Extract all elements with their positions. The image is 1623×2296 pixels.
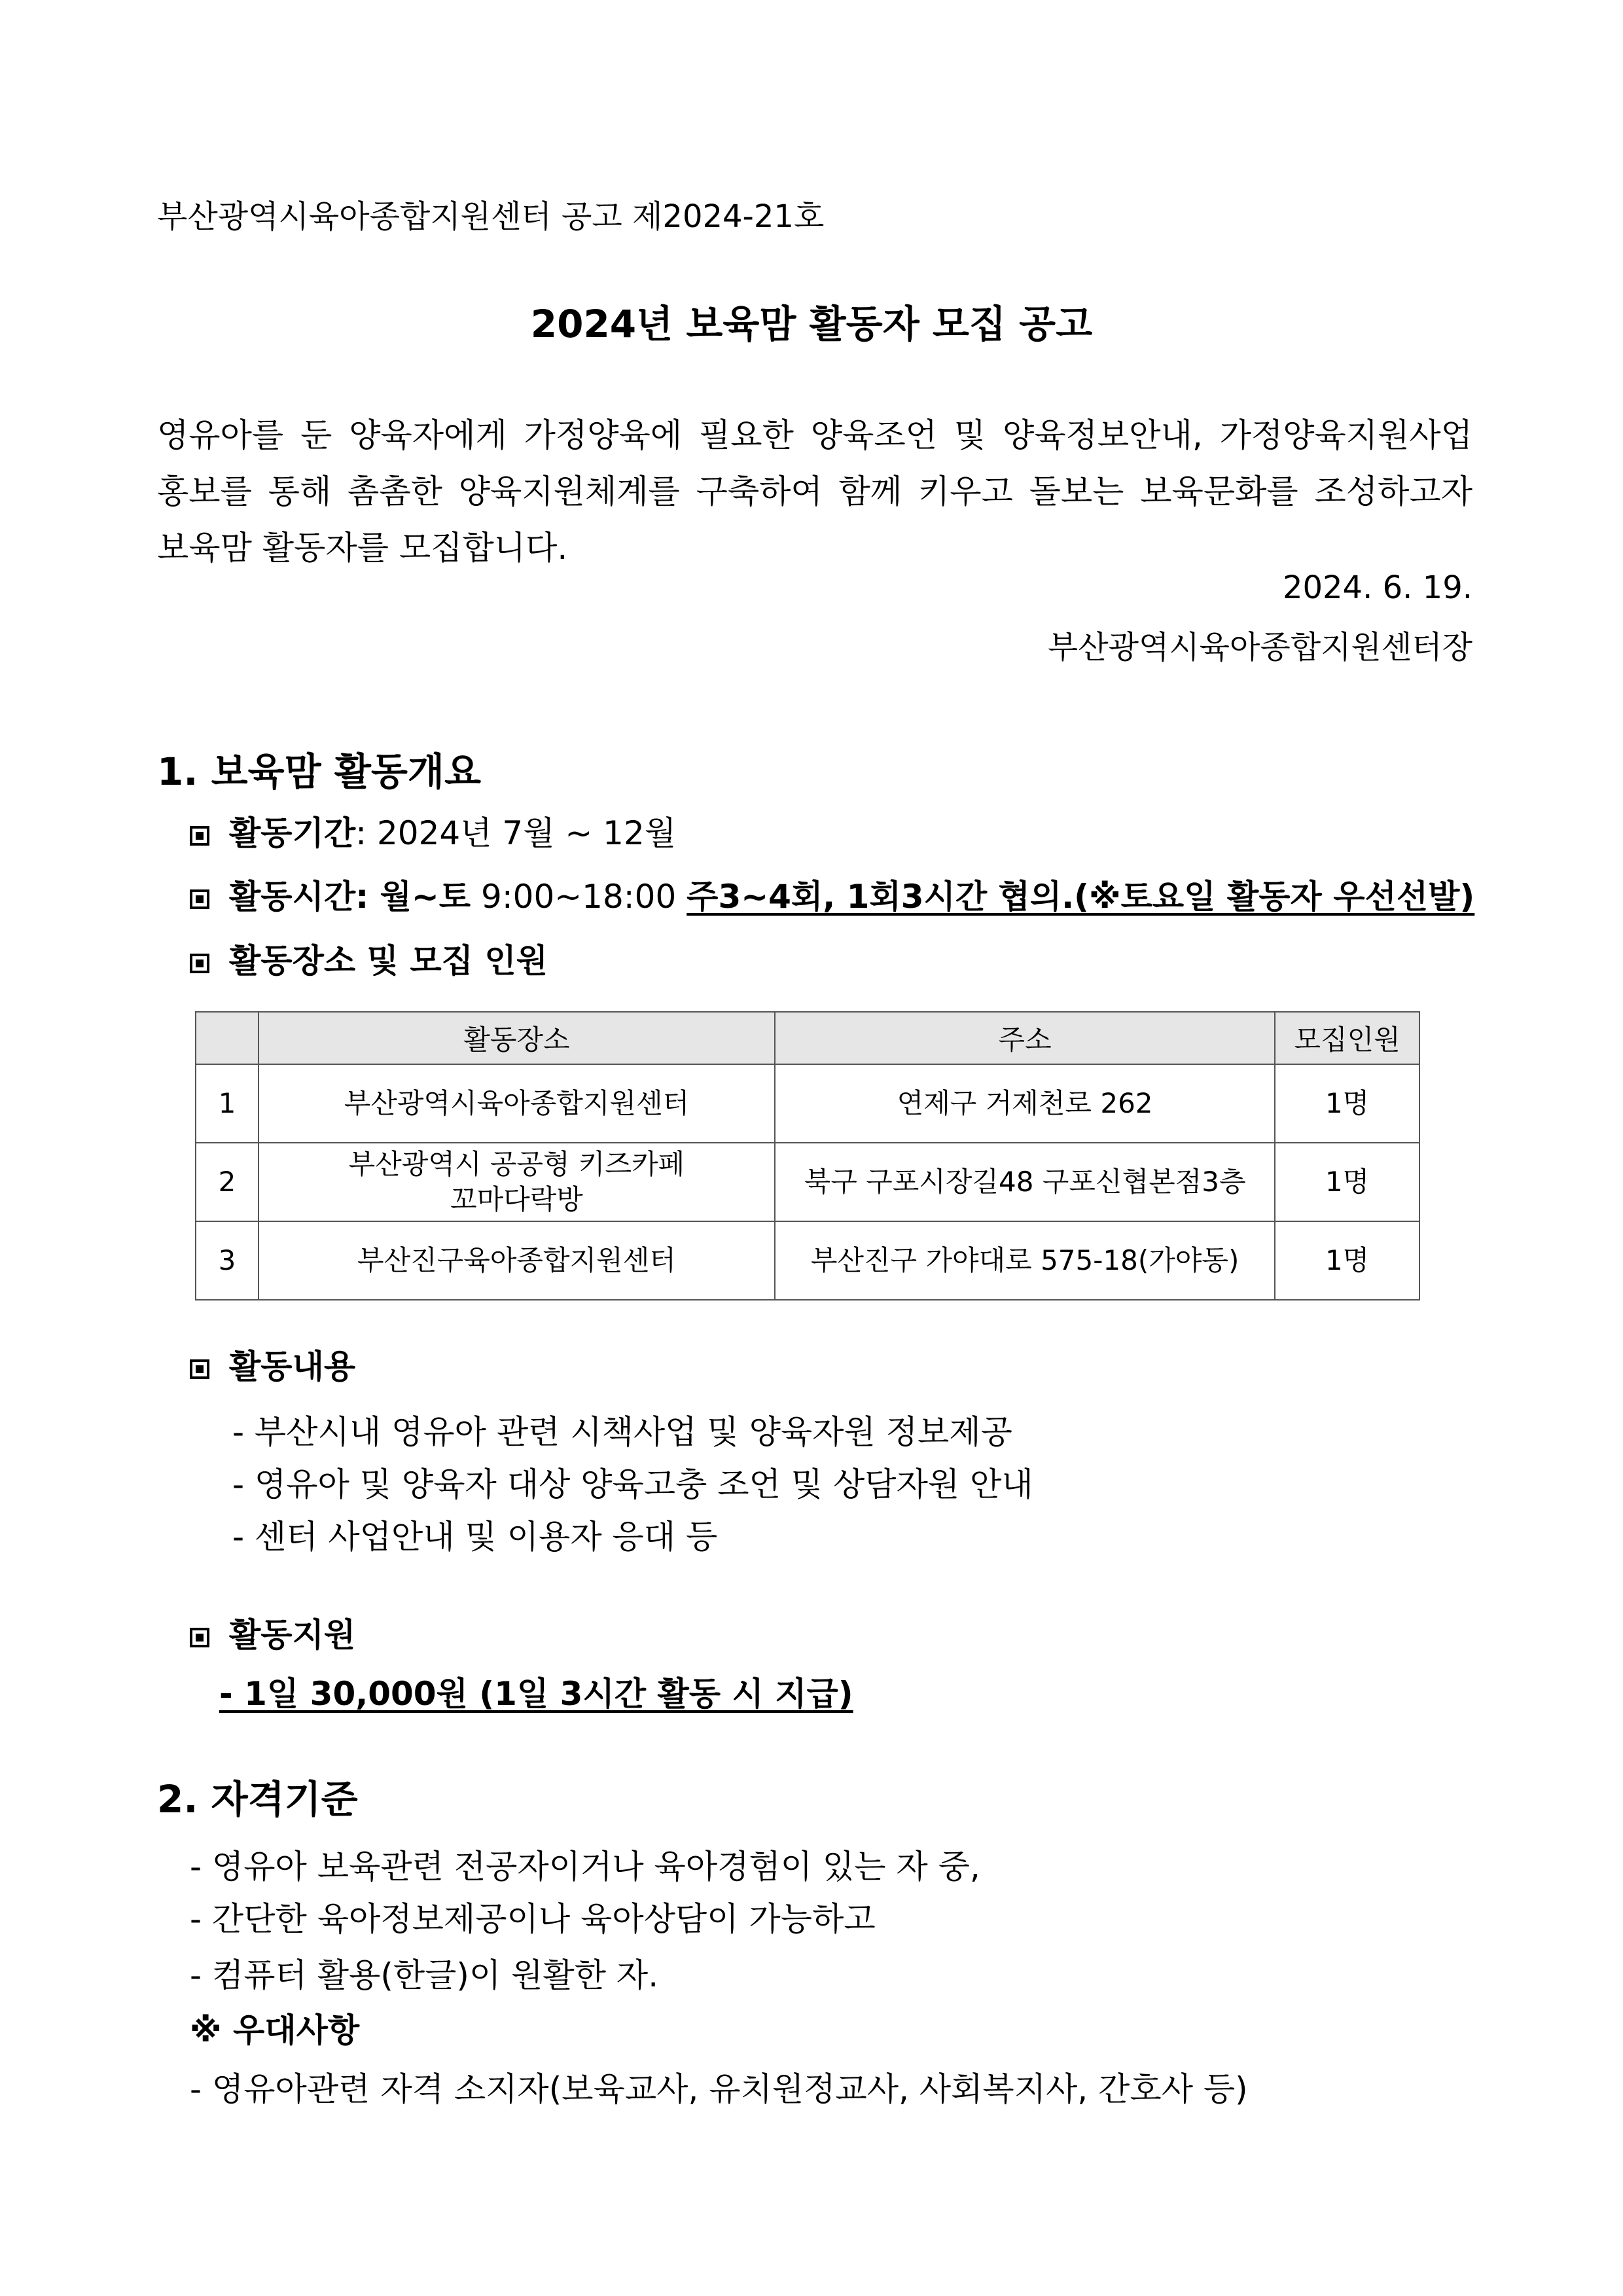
period-value: : 2024년 7월 ~ 12월 — [355, 814, 677, 852]
row-place: 부산광역시육아종합지원센터 — [259, 1064, 775, 1143]
row-address: 북구 구포시장길48 구포신협본점3층 — [775, 1143, 1275, 1221]
intro-paragraph — [157, 407, 1472, 576]
place-label: 활동장소 및 모집 인원 — [229, 942, 548, 980]
qualification-item: - 간단한 육아정보제공이나 육아상담이 가능하고 — [190, 1900, 876, 1938]
table-header-count: 모집인원 — [1275, 1012, 1419, 1064]
support-value: - 1일 30,000원 (1일 3시간 활동 시 지급) — [219, 1675, 853, 1713]
table-header-place: 활동장소 — [259, 1012, 775, 1064]
time-label: 활동시간: 월~토 — [229, 878, 471, 916]
square-bullet-icon — [190, 826, 209, 846]
preference-label: ※ 우대사항 — [190, 2011, 360, 2049]
qualification-item: - 컴퓨터 활용(한글)이 원활한 자. — [190, 1956, 659, 1994]
page-title: 2024년 보육맘 활동자 모집 공고 — [530, 302, 1093, 346]
activity-content — [190, 1340, 355, 1388]
table-header-row — [196, 1012, 1419, 1064]
table-row — [196, 1221, 1419, 1300]
content-item: - 센터 사업안내 및 이용자 응대 등 — [232, 1518, 718, 1556]
section2-heading: 2. 자격기준 — [157, 1777, 358, 1821]
square-bullet-icon — [190, 1359, 209, 1379]
row-place — [259, 1143, 775, 1221]
row-count: 1명 — [1275, 1143, 1419, 1221]
intro-line: 홍보를 통해 촘촘한 양육지원체계를 구축하여 함께 키우고 돌보는 보육문화를 조성하고자 — [157, 473, 1472, 511]
row-place: 부산진구육아종합지원센터 — [259, 1221, 775, 1300]
qualification-item: - 영유아 보육관련 전공자이거나 육아경험이 있는 자 중, — [190, 1848, 980, 1886]
table-header-no — [196, 1012, 259, 1064]
square-bullet-icon — [190, 954, 209, 973]
row-count: 1명 — [1275, 1221, 1419, 1300]
square-bullet-icon — [190, 889, 209, 909]
period-label: 활동기간 — [229, 814, 356, 852]
activity-time — [190, 870, 1474, 918]
time-value: 9:00~18:00 — [471, 878, 687, 916]
signer: 부산광역시육아종합지원센터장 — [1047, 629, 1472, 666]
places-table — [195, 1011, 1420, 1300]
row-address: 연제구 거제천로 262 — [775, 1064, 1275, 1143]
notice-number: 부산광역시육아종합지원센터 공고 제2024-21호 — [157, 198, 825, 235]
table-header-address: 주소 — [775, 1012, 1275, 1064]
activity-period — [190, 807, 676, 854]
row-number: 3 — [196, 1221, 259, 1300]
table-row — [196, 1143, 1419, 1221]
section1-heading: 1. 보육맘 활동개요 — [157, 749, 481, 794]
content-item: - 영유아 및 양육자 대상 양육고충 조언 및 상담자원 안내 — [232, 1465, 1033, 1503]
row-place-line: 부산광역시 공공형 키즈카페 — [348, 1148, 685, 1180]
square-bullet-icon — [190, 1628, 209, 1647]
intro-line: 보육맘 활동자를 모집합니다. — [157, 529, 568, 567]
intro-line: 영유아를 둔 양육자에게 가정양육에 필요한 양육조언 및 양육정보안내, 가정양육지원사업 — [157, 416, 1472, 454]
row-count: 1명 — [1275, 1064, 1419, 1143]
row-number: 1 — [196, 1064, 259, 1143]
activity-support — [190, 1609, 355, 1656]
row-place-line: 꼬마다락방 — [450, 1183, 583, 1215]
activity-place — [190, 935, 548, 982]
preference-item: - 영유아관련 자격 소지자(보육교사, 유치원정교사, 사회복지사, 간호사 등) — [190, 2070, 1248, 2108]
row-address: 부산진구 가야대로 575-18(가야동) — [775, 1221, 1275, 1300]
content-item: - 부산시내 영유아 관련 시책사업 및 양육자원 정보제공 — [232, 1413, 1012, 1451]
content-label: 활동내용 — [229, 1348, 356, 1386]
time-note: 주3~4회, 1회3시간 협의.(※토요일 활동자 우선선발) — [687, 878, 1475, 916]
table-row — [196, 1064, 1419, 1143]
support-label: 활동지원 — [229, 1616, 356, 1654]
notice-date: 2024. 6. 19. — [1282, 569, 1472, 606]
row-number: 2 — [196, 1143, 259, 1221]
